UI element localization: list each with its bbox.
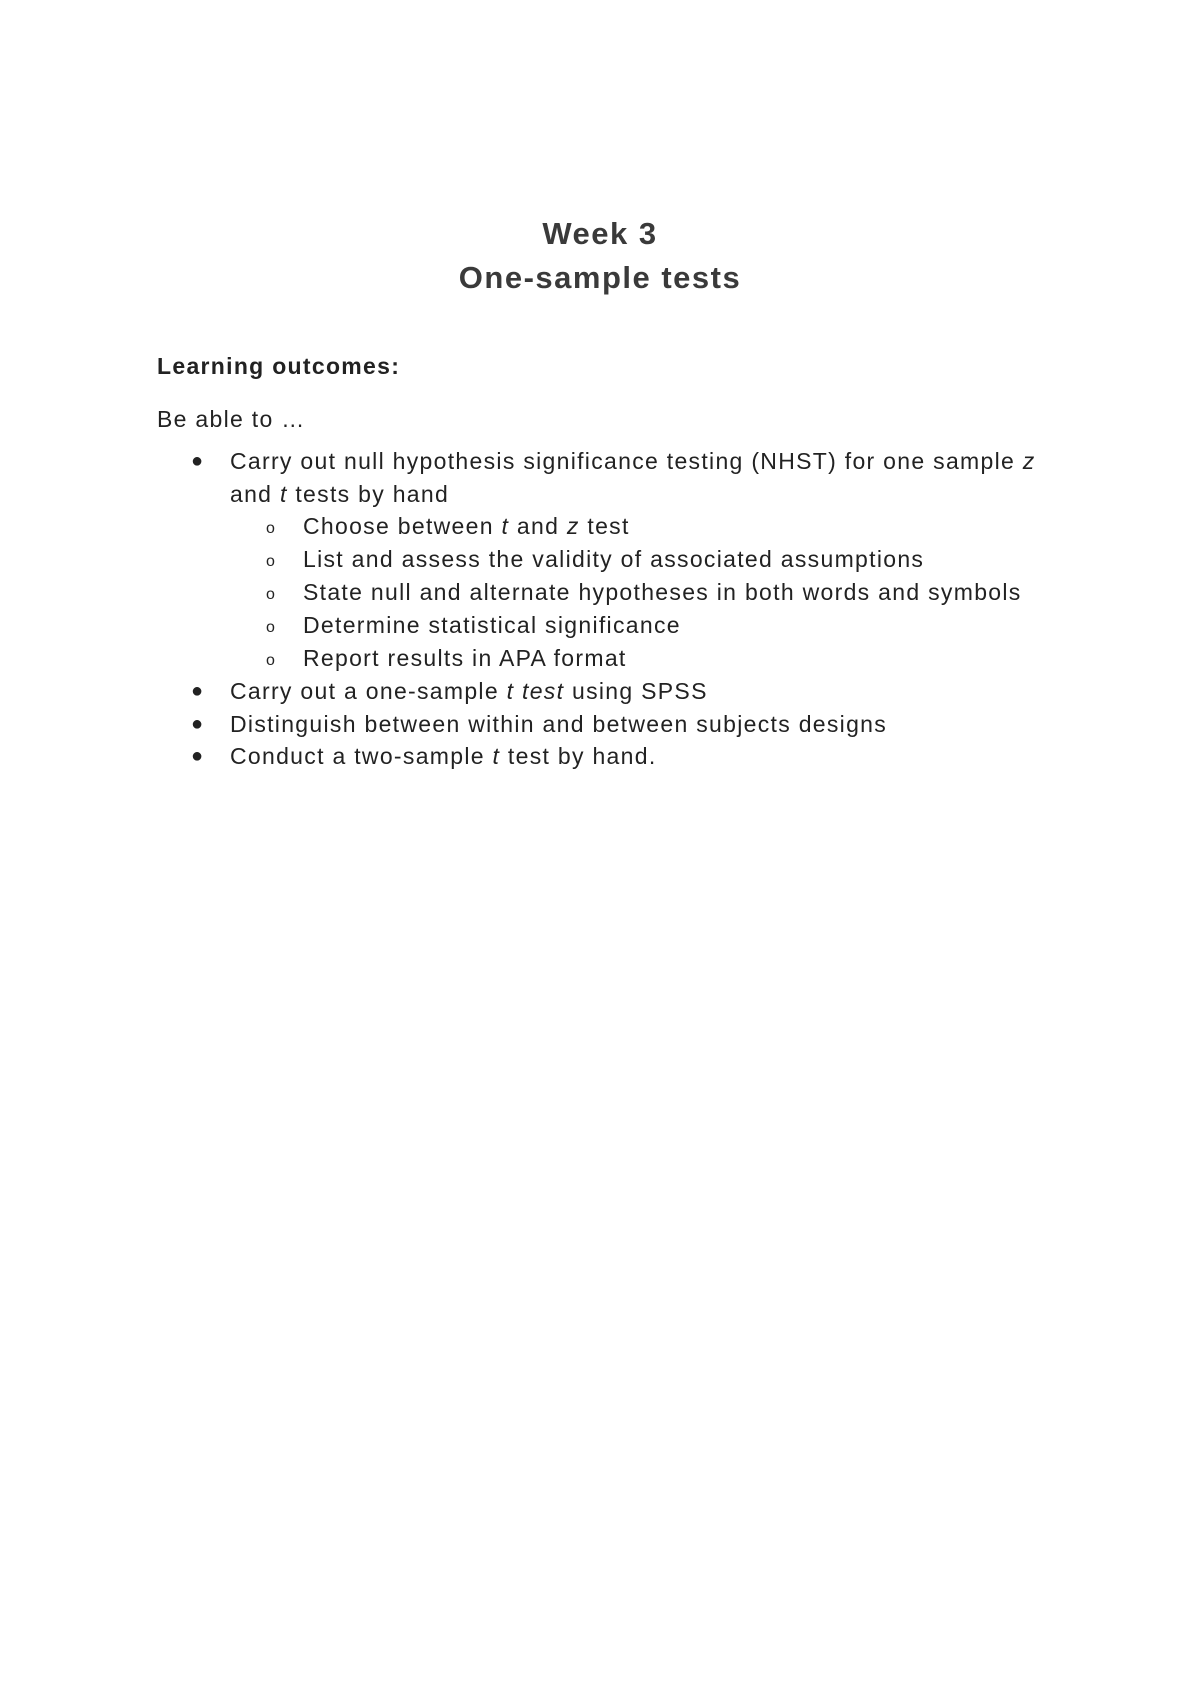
hollow-bullet-icon: o <box>266 586 277 603</box>
sub-list-item: o Report results in APA format <box>230 642 1037 675</box>
bullet-icon: ● <box>191 450 205 472</box>
list-item: ● Conduct a two-sample t test by hand. <box>157 740 1037 773</box>
sub-list-item: o Determine statistical significance <box>230 609 1037 642</box>
title-block <box>0 212 1200 300</box>
sub-list-item: o List and assess the validity of associated assumptions <box>230 543 1037 576</box>
week-title: Week 3 <box>542 216 658 251</box>
learning-outcomes-section <box>157 350 1037 773</box>
learning-outcomes-heading: Learning outcomes: <box>157 353 401 379</box>
sub-list-item: o Choose between t and z test <box>230 510 1037 543</box>
intro-text: Be able to … <box>157 406 306 432</box>
list-item: ● Distinguish between within and between subjects designs <box>157 708 1037 741</box>
outcomes-list <box>157 445 1037 773</box>
hollow-bullet-icon: o <box>266 553 277 570</box>
list-item <box>157 445 1037 675</box>
hollow-bullet-icon: o <box>266 520 277 537</box>
hollow-bullet-icon: o <box>266 619 277 636</box>
sub-list-item: o State null and alternate hypotheses in both words and symbols <box>230 576 1037 609</box>
hollow-bullet-icon: o <box>266 652 277 669</box>
bullet-icon: ● <box>191 745 205 767</box>
outcome-text: Carry out null hypothesis significance testing (NHST) for one sample z and t tests by hand <box>230 448 1036 507</box>
bullet-icon: ● <box>191 680 205 702</box>
sub-outcomes-list <box>230 510 1037 675</box>
topic-title: One-sample tests <box>458 260 742 295</box>
bullet-icon: ● <box>191 712 205 735</box>
list-item: ● Carry out a one-sample t test using SPSS <box>157 675 1037 708</box>
